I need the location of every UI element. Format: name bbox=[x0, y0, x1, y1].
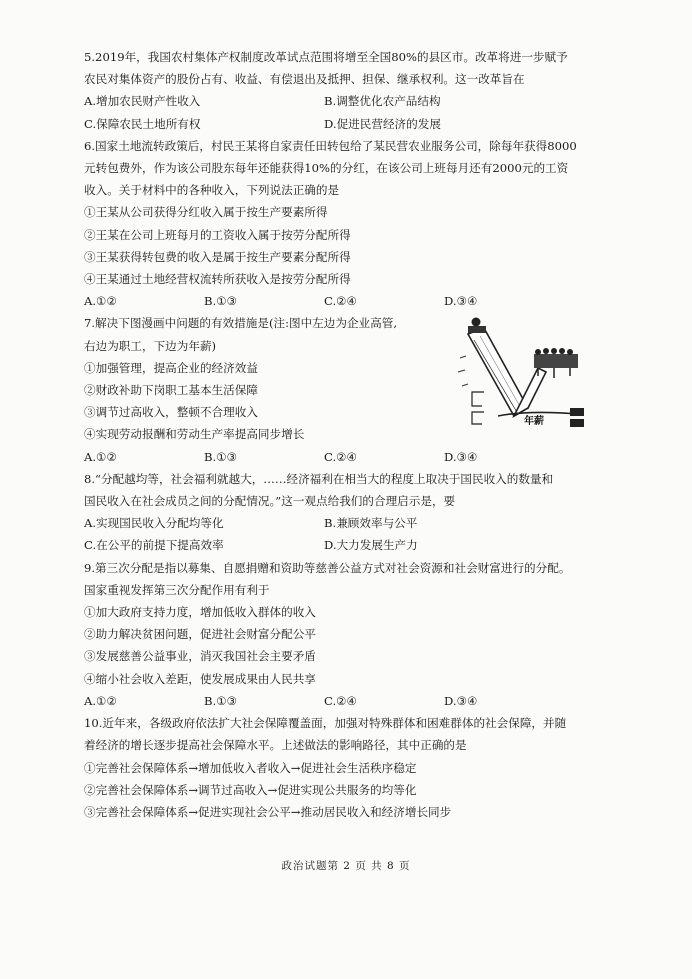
option-c: C.②④ bbox=[324, 294, 357, 309]
option-c: C.保障农民土地所有权 bbox=[84, 116, 201, 131]
question-6-item: ③王某获得转包费的收入是属于按生产要素分配所得 bbox=[84, 249, 351, 264]
option-d: D.大力发展生产力 bbox=[324, 538, 418, 553]
question-6-options-row bbox=[84, 290, 612, 312]
option-d: D.③④ bbox=[444, 693, 478, 708]
page-footer: 政治试题第 2 页 共 8 页 bbox=[281, 860, 411, 872]
question-9-item: ④缩小社会收入差距，使发展成果由人民共享 bbox=[84, 671, 316, 686]
question-6-item: ④王某通过土地经营权流转所获收入是按劳分配所得 bbox=[84, 272, 351, 287]
question-9-options-row bbox=[84, 690, 612, 712]
question-9-item: ②助力解决贫困问题，促进社会财富分配公平 bbox=[84, 627, 316, 642]
option-d: D.③④ bbox=[444, 294, 478, 309]
option-a: A.①② bbox=[84, 693, 117, 708]
salary-gap-cartoon bbox=[454, 316, 604, 432]
question-7-item: ②财政补助下岗职工基本生活保障 bbox=[84, 383, 258, 398]
question-7-item: ①加强管理，提高企业的经济效益 bbox=[84, 360, 258, 375]
option-b: B.①③ bbox=[204, 294, 237, 309]
question-8-options-row bbox=[84, 512, 612, 534]
question-10-item: ①完善社会保障体系→增加低收入者收入→促进社会生活秩序稳定 bbox=[84, 760, 417, 775]
question-9-item: ①加大政府支持力度，增加低收入群体的收入 bbox=[84, 605, 316, 620]
question-6-stem-line: 6.国家土地流转政策后，村民王某将自家责任田转包给了某民营农业服务公司，除每年获得8000 bbox=[84, 138, 577, 153]
question-10-stem-line: 10.近年来，各级政府依法扩大社会保障覆盖面，加强对特殊群体和困难群体的社会保障，并随 bbox=[84, 716, 567, 731]
option-a: A.①② bbox=[84, 449, 117, 464]
executive-figure-icon bbox=[472, 318, 481, 327]
question-10 bbox=[84, 712, 612, 823]
question-7-stem-line: 7.解决下图漫画中问题的有效措施是(注:图中左边为企业高管, bbox=[84, 316, 398, 331]
question-7 bbox=[84, 312, 612, 467]
question-10-stem-line: 着经济的增长逐步提高社会保障水平。上述做法的影响路径，其中正确的是 bbox=[84, 738, 467, 753]
question-8-stem-line: 8.“分配越均等，社会福利就越大，……经济福利在相当大的程度上取决于国民收入的数量和 bbox=[84, 471, 554, 486]
question-7-stem-line: 右边为职工，下边为年薪) bbox=[84, 338, 217, 353]
question-10-item: ②完善社会保障体系→调节过高收入→促进实现公共服务的均等化 bbox=[84, 782, 417, 797]
question-6-item: ②王某在公司上班每月的工资收入属于按劳分配所得 bbox=[84, 227, 351, 242]
question-7-item: ③调节过高收入，整顿不合理收入 bbox=[84, 405, 258, 420]
option-b: B.调整优化农产品结构 bbox=[324, 94, 441, 109]
question-7-item: ④实现劳动报酬和劳动生产率提高同步增长 bbox=[84, 427, 305, 442]
question-5-options-row bbox=[84, 90, 612, 112]
option-c: C.②④ bbox=[324, 693, 357, 708]
option-b: B.兼顾效率与公平 bbox=[324, 516, 418, 531]
question-6-stem-line: 收入。关于材料中的各种收入，下列说法正确的是 bbox=[84, 183, 340, 198]
question-6-stem-line: 元转包费外，作为该公司股东每年还能获得10%的分红，在该公司上班每月还有2000元的工资 bbox=[84, 161, 569, 176]
question-9-stem-line: 国家重视发挥第三次分配作用有利于 bbox=[84, 582, 270, 597]
option-d: D.③④ bbox=[444, 449, 478, 464]
question-5 bbox=[84, 46, 612, 135]
option-b: B.①③ bbox=[204, 693, 237, 708]
question-7-options-row bbox=[84, 446, 612, 468]
question-8-options-row bbox=[84, 534, 612, 556]
question-6 bbox=[84, 135, 612, 313]
question-9 bbox=[84, 557, 612, 712]
question-6-item: ①王某从公司获得分红收入属于按生产要素所得 bbox=[84, 205, 328, 220]
question-10-item: ③完善社会保障体系→促进实现社会公平→推动居民收入和经济增长同步 bbox=[84, 804, 452, 819]
question-5-stem-line: 农民对集体资产的股份占有、收益、有偿退出及抵押、担保、继承权利。这一改革旨在 bbox=[84, 72, 525, 87]
question-5-stem-line: 5.2019年，我国农村集体产权制度改革试点范围将增至全国80%的县区市。改革将进一步赋予 bbox=[84, 50, 568, 64]
option-c: C.在公平的前提下提高效率 bbox=[84, 538, 224, 553]
option-b: B.①③ bbox=[204, 449, 237, 464]
question-9-stem-line: 9.第三次分配是指以募集、自愿捐赠和资助等慈善公益方式对社会资源和社会财富进行的分配。 bbox=[84, 560, 571, 575]
option-d: D.促进民营经济的发展 bbox=[324, 116, 441, 131]
annual-salary-label: 年薪 bbox=[524, 416, 544, 428]
question-8 bbox=[84, 468, 612, 557]
option-a: A.增加农民财产性收入 bbox=[84, 94, 201, 109]
question-8-stem-line: 国民收入在社会成员之间的分配情况。”这一观点给我们的合理启示是，要 bbox=[84, 494, 456, 509]
option-c: C.②④ bbox=[324, 449, 357, 464]
question-list bbox=[84, 46, 612, 823]
option-a: A.实现国民收入分配均等化 bbox=[84, 516, 224, 531]
option-a: A.①② bbox=[84, 294, 117, 309]
executive-salary-column bbox=[468, 328, 528, 416]
question-5-options-row bbox=[84, 113, 612, 135]
question-9-item: ③发展慈善公益事业，消灭我国社会主要矛盾 bbox=[84, 649, 316, 664]
